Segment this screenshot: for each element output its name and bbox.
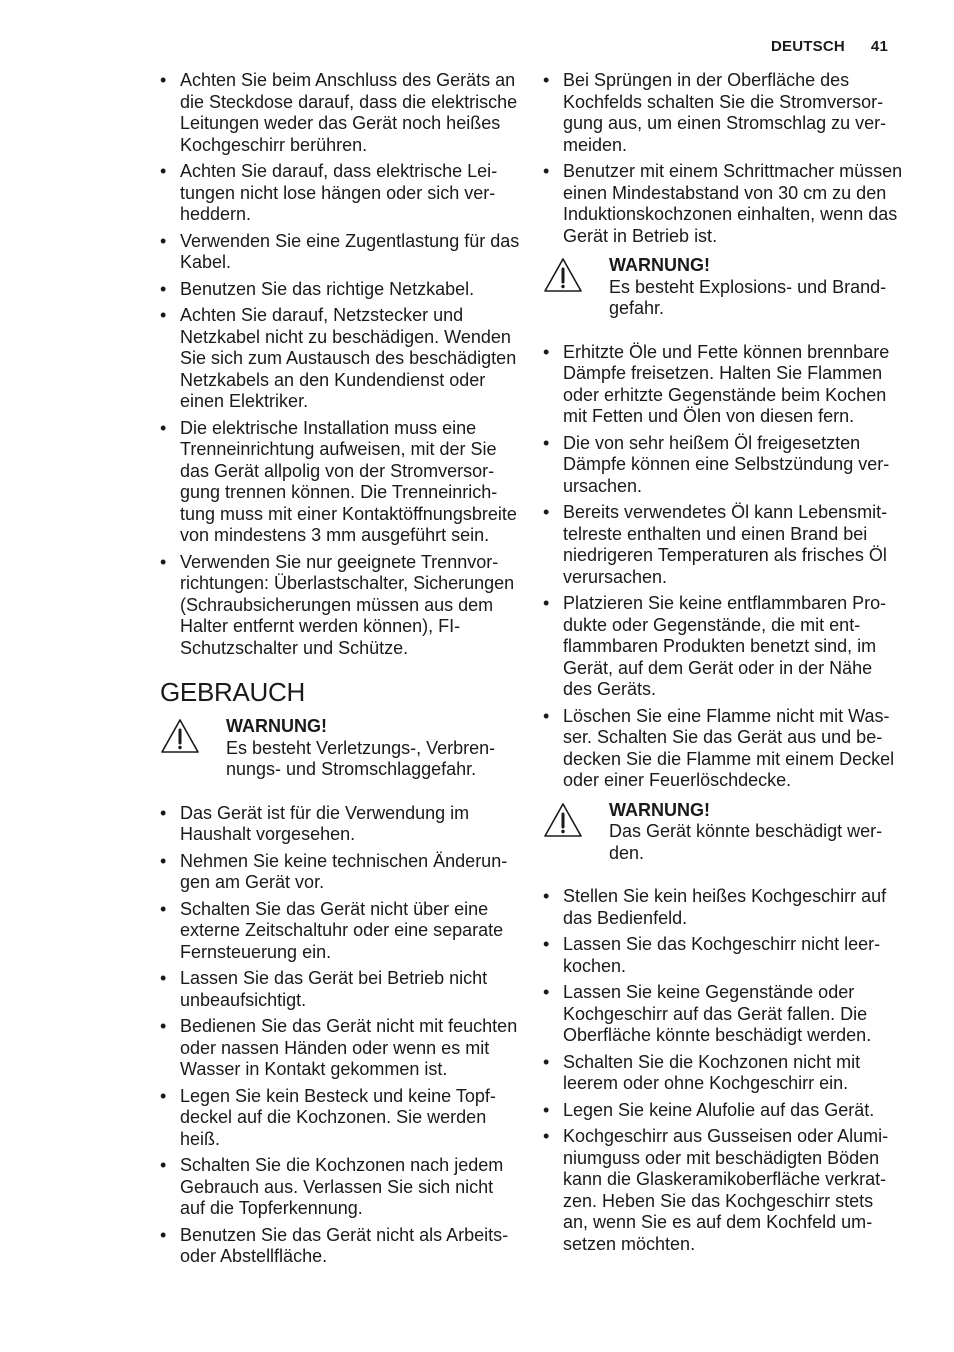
warning-text: Das Gerät könnte beschädigt werden. <box>609 821 883 863</box>
warning-box <box>543 255 903 320</box>
warning-title: WARNUNG! <box>609 799 710 820</box>
list-item: • Das Gerät ist für die Verwendung im Haushalt vorgesehen. <box>160 803 520 846</box>
list-item: • Legen Sie keine Alufolie auf das Gerät. <box>543 1100 903 1122</box>
bullet-list <box>543 886 903 1255</box>
bullet-list <box>543 342 903 792</box>
list-item: • Schalten Sie die Kochzonen nicht mit leerem oder ohne Kochgeschirr ein. <box>543 1052 903 1095</box>
section-title: GEBRAUCH <box>160 677 305 707</box>
list-item: • Löschen Sie eine Flamme nicht mit Wasser. Schalten Sie das Gerät aus und bedecken Sie die Flamme mit einem Deckel oder einer Feuerlöschdecke. <box>543 706 903 792</box>
list-item: • Bei Sprüngen in der Oberfläche des Kochfelds schalten Sie die Stromversorgung aus, um einen Stromschlag zu vermeiden. <box>543 70 903 156</box>
warning-box <box>160 716 520 781</box>
list-item: • Die von sehr heißem Öl freigesetzten Dämpfe können eine Selbstzündung verursachen. <box>543 433 903 498</box>
language-label: DEUTSCH <box>771 38 845 55</box>
warning-title: WARNUNG! <box>609 255 710 275</box>
bullet-list <box>543 70 903 247</box>
list-item: • Legen Sie kein Besteck und keine Topfdeckel auf die Kochzonen. Sie werden heiß. <box>160 1086 520 1151</box>
warning-title: WARNUNG! <box>226 716 327 736</box>
list-item: • Verwenden Sie eine Zugentlastung für das Kabel. <box>160 231 520 274</box>
warning-triangle-icon <box>543 802 583 838</box>
list-item: • Bereits verwendetes Öl kann Lebensmittelreste enthalten und einen Brand bei niedrigeren Temperaturen als frisches Öl verursachen. <box>543 502 903 588</box>
list-item: • Verwenden Sie nur geeignete Trennvorrichtungen: Überlastschalter, Sicherungen (Schraubsicherungen müssen aus dem Halter entfernt werden können), FI-Schutzschalter und Schütze. <box>160 552 520 660</box>
list-item: • Erhitzte Öle und Fette können brennbare Dämpfe freisetzen. Halten Sie Flammen oder erhitzte Gegenstände beim Kochen mit Fetten und Ölen von diesen fern. <box>543 342 903 428</box>
list-item: • Lassen Sie keine Gegenstände oder Kochgeschirr auf das Gerät fallen. Die Oberfläche könnte beschädigt werden. <box>543 982 903 1047</box>
right-column <box>543 70 903 1260</box>
page-number: 41 <box>870 38 888 55</box>
list-item: • Schalten Sie die Kochzonen nach jedem Gebrauch aus. Verlassen Sie sich nicht auf die Topferkennung. <box>160 1155 520 1220</box>
list-item: • Nehmen Sie keine technischen Änderungen am Gerät vor. <box>160 851 520 894</box>
bullet-list <box>160 803 520 1268</box>
warning-text: Es besteht Verletzungs-, Verbrennungs- und Stromschlaggefahr. <box>226 737 496 779</box>
list-item: • Benutzen Sie das Gerät nicht als Arbeits- oder Abstellfläche. <box>160 1225 520 1268</box>
list-item: • Platzieren Sie keine entflammbaren Produkte oder Gegenstände, die mit entflammbaren Produkten benetzt sind, im Gerät, auf dem Gerät oder in der Nähe des Geräts. <box>543 593 903 701</box>
warning-text: Es besteht Explosions- und Brandgefahr. <box>609 276 887 318</box>
list-item: • Achten Sie darauf, Netzstecker und Netzkabel nicht zu beschädigen. Wenden Sie sich zum Austausch des beschädigten Netzkabels an den Kundendienst oder einen Elektriker. <box>160 305 520 413</box>
list-item: • Kochgeschirr aus Gusseisen oder Aluminiumguss oder mit beschädigten Böden kann die Glaskeramikoberfläche verkratzen. Heben Sie das Kochgeschirr stets an, wenn Sie es auf dem Kochfeld umsetzen möchten. <box>543 1126 903 1255</box>
page-header <box>771 38 888 55</box>
list-item: • Achten Sie darauf, dass elektrische Leitungen nicht lose hängen oder sich verheddern. <box>160 161 520 226</box>
list-item: • Bedienen Sie das Gerät nicht mit feuchten oder nassen Händen oder wenn es mit Wasser in Kontakt gekommen ist. <box>160 1016 520 1081</box>
list-item: • Achten Sie beim Anschluss des Geräts an die Steckdose darauf, dass die elektrische Leitungen weder das Gerät noch heißes Kochgeschirr berühren. <box>160 70 520 156</box>
list-item: • Benutzen Sie das richtige Netzkabel. <box>160 279 520 301</box>
list-item: • Schalten Sie das Gerät nicht über eine externe Zeitschaltuhr oder eine separate Fernsteuerung ein. <box>160 899 520 964</box>
list-item: • Die elektrische Installation muss eine Trenneinrichtung aufweisen, mit der Sie das Gerät allpolig von der Stromversorgung trennen können. Die Trenneinrichtung muss mit einer Kontaktöffnungsbreite von mindestens 3 mm ausgeführt sein. <box>160 418 520 547</box>
left-column <box>160 70 520 1273</box>
warning-box <box>543 800 903 865</box>
list-item: • Lassen Sie das Gerät bei Betrieb nicht unbeaufsichtigt. <box>160 968 520 1011</box>
list-item: • Lassen Sie das Kochgeschirr nicht leerkochen. <box>543 934 903 977</box>
list-item: • Stellen Sie kein heißes Kochgeschirr auf das Bedienfeld. <box>543 886 903 929</box>
warning-triangle-icon <box>160 718 200 754</box>
bullet-list <box>160 70 520 659</box>
list-item: • Benutzer mit einem Schrittmacher müssen einen Mindestabstand von 30 cm zu den Induktionskochzonen einhalten, wenn das Gerät in Betrieb ist. <box>543 161 903 247</box>
warning-triangle-icon <box>543 257 583 293</box>
